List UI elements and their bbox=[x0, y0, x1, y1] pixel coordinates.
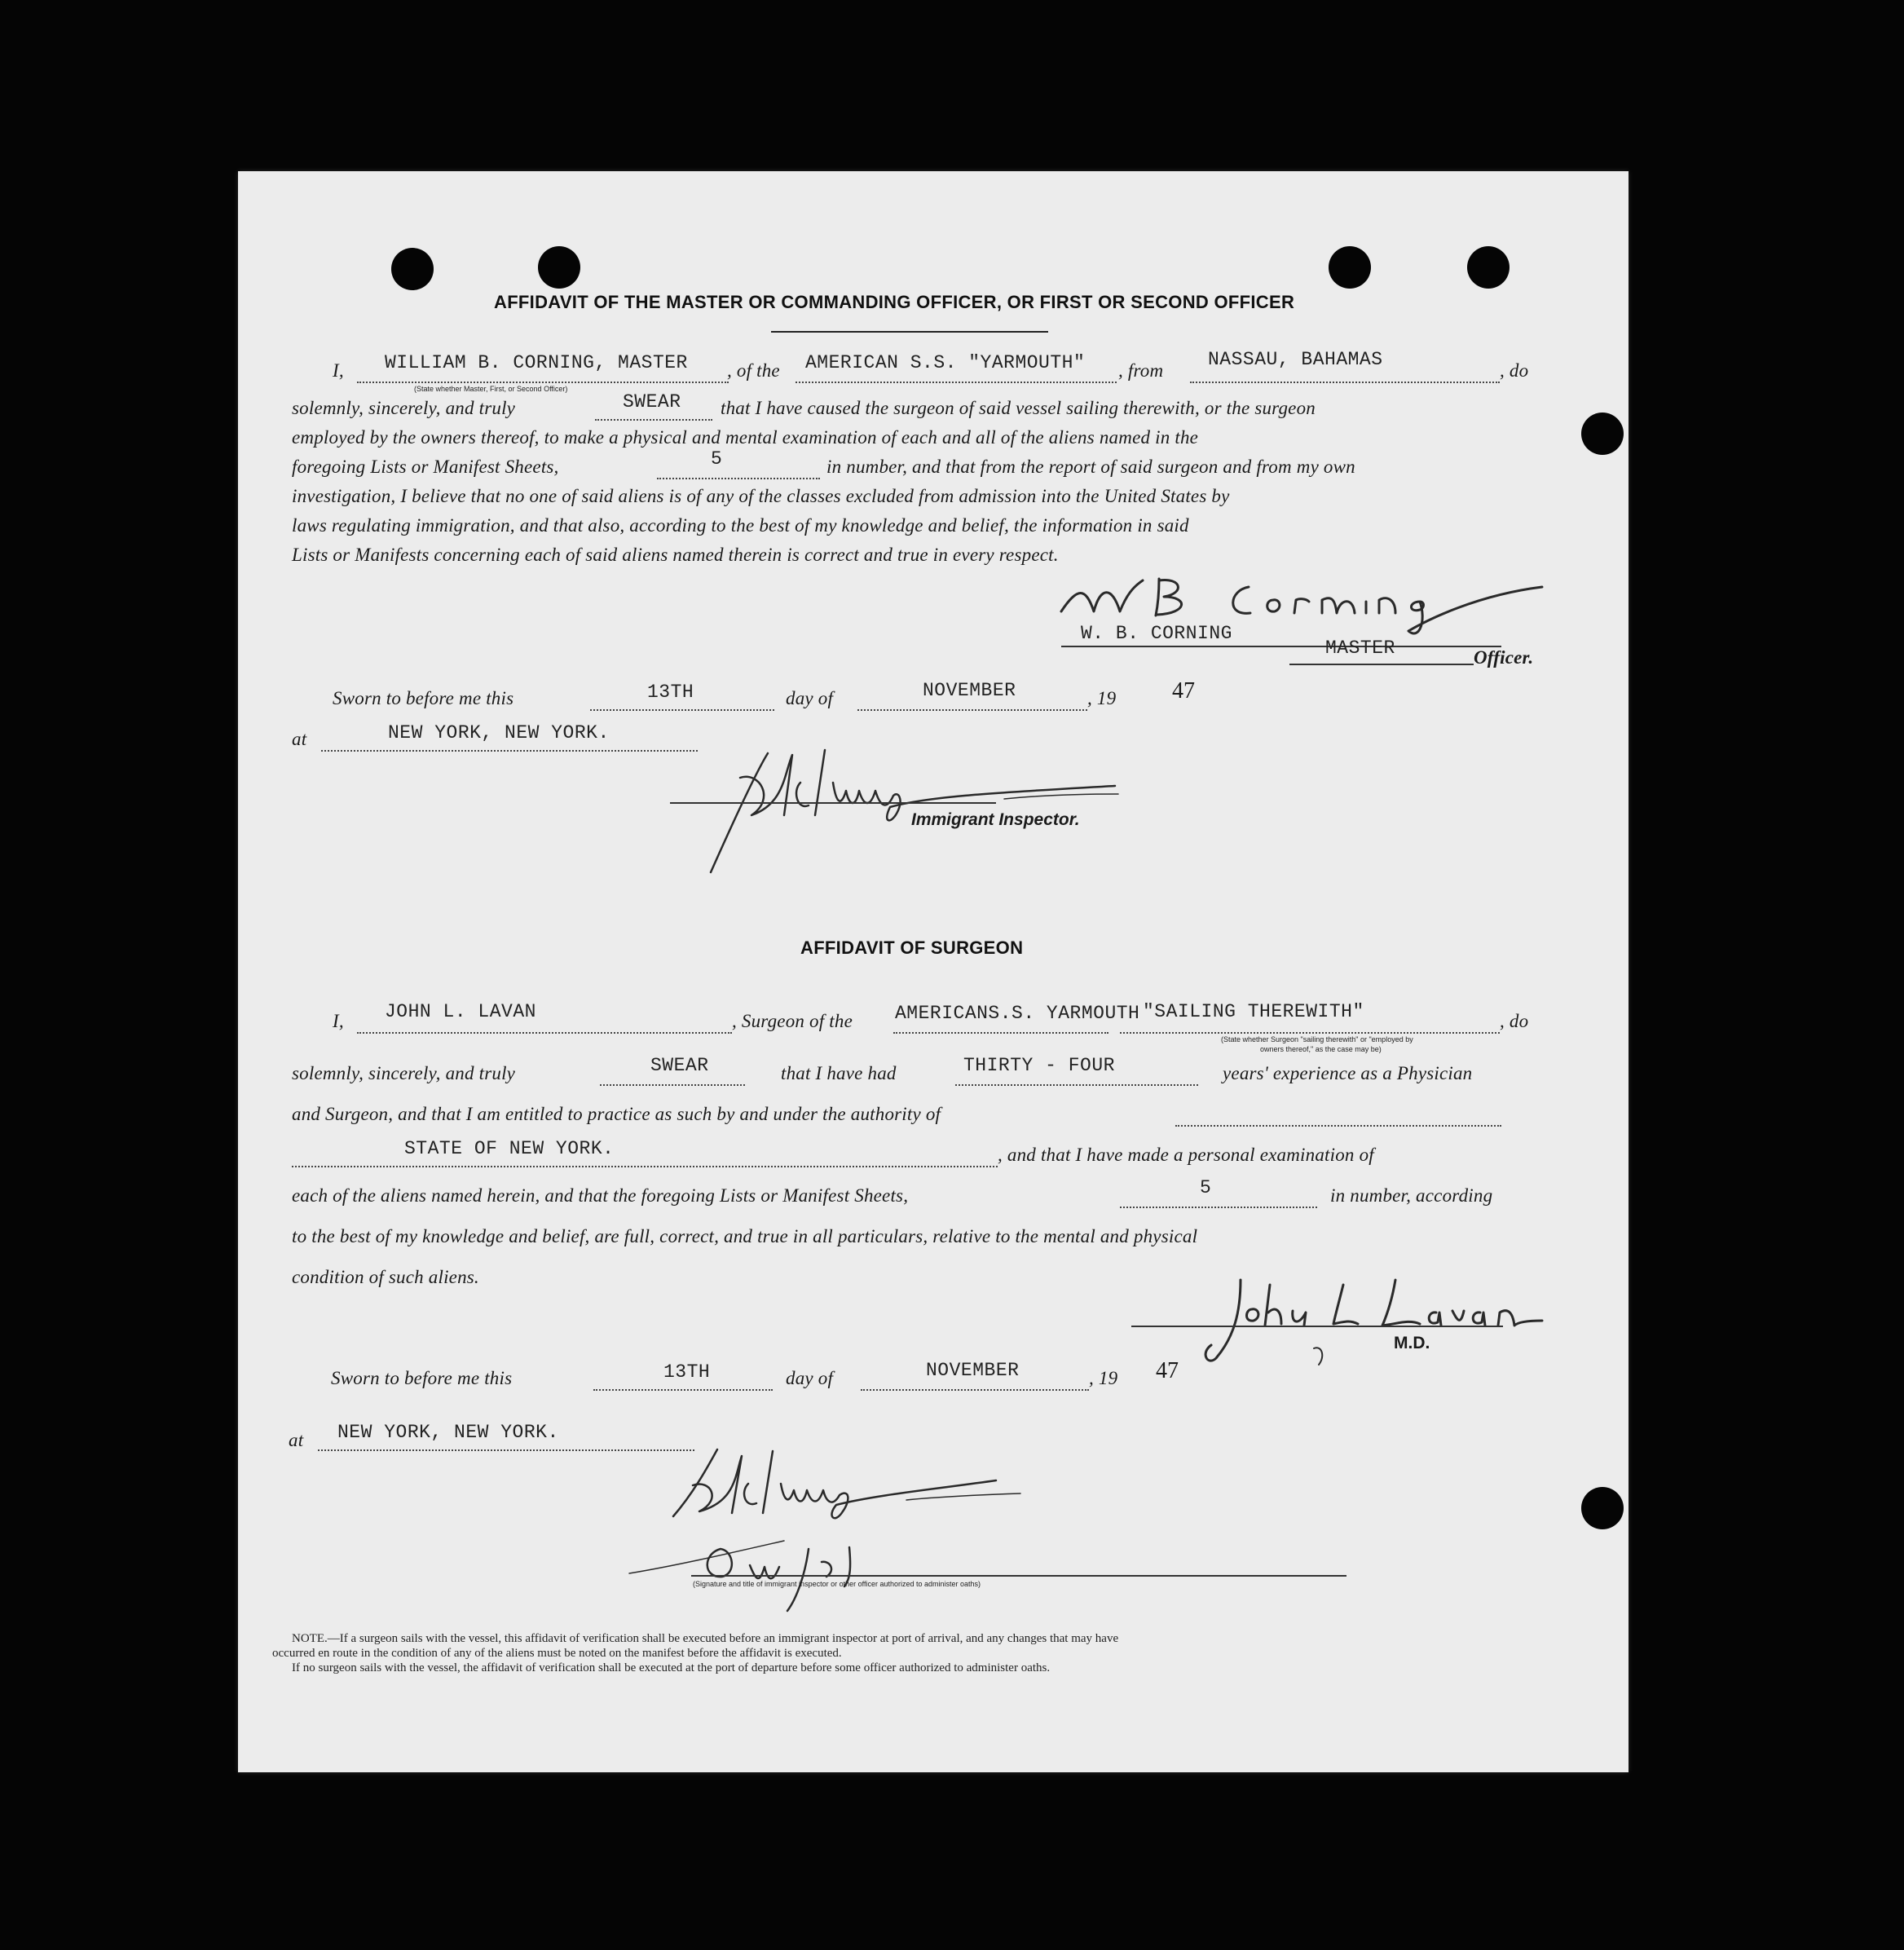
text: solemnly, sincerely, and truly bbox=[292, 398, 516, 418]
text: laws regulating immigration, and that also, according to the best of my knowledge and belief, the information in said bbox=[292, 515, 1189, 536]
surgeon-sworn-year-handwritten: 47 bbox=[1156, 1358, 1179, 1383]
port-field-line bbox=[1190, 382, 1500, 383]
officer-suffix: Officer. bbox=[1474, 647, 1534, 668]
surgeon-affidavit-heading: AFFIDAVIT OF SURGEON bbox=[800, 938, 1024, 958]
text: to the best of my knowledge and belief, are full, correct, and true in all particulars, relative to the mental and physical bbox=[292, 1226, 1198, 1246]
authority-field-line bbox=[292, 1166, 998, 1167]
text: , and that I have made a personal examination of bbox=[998, 1145, 1374, 1165]
text: at bbox=[292, 729, 307, 749]
oath-value: SWEAR bbox=[623, 391, 681, 412]
years-value: THIRTY - FOUR bbox=[963, 1055, 1115, 1076]
years-field-line bbox=[955, 1084, 1198, 1086]
surgeon-name-value: JOHN L. LAVAN bbox=[385, 1001, 536, 1022]
text: each of the aliens named herein, and that the foregoing Lists or Manifest Sheets, bbox=[292, 1185, 909, 1206]
sworn-month-value: NOVEMBER bbox=[923, 680, 1016, 701]
day-field-line bbox=[593, 1389, 773, 1391]
officer-name-field-line bbox=[357, 382, 729, 383]
text: in number, according bbox=[1330, 1185, 1493, 1206]
text: investigation, I believe that no one of said aliens is of any of the classes excluded from admission into the United States by bbox=[292, 486, 1230, 506]
text: and Surgeon, and that I am entitled to practice as such by and under the authority of bbox=[292, 1104, 941, 1124]
surgeon-name-field-line bbox=[357, 1032, 732, 1034]
text: , of the bbox=[727, 360, 780, 381]
inspector-line bbox=[670, 802, 996, 804]
text: Sworn to before me this bbox=[331, 1368, 513, 1388]
note-line: NOTE.—If a surgeon sails with the vessel, this affidavit of verification shall be executed before an immigrant inspector at port of arrival, and any changes that may have bbox=[292, 1632, 1119, 1645]
punch-hole bbox=[538, 246, 580, 289]
text: I, bbox=[333, 360, 344, 381]
vessel-field-line bbox=[796, 382, 1117, 383]
master-rank-typed: MASTER bbox=[1325, 638, 1395, 659]
master-signer-typed: W. B. CORNING bbox=[1081, 623, 1232, 644]
text: day of bbox=[786, 1368, 834, 1388]
at-place-value: NEW YORK, NEW YORK. bbox=[388, 722, 610, 743]
authority-field-line bbox=[1175, 1125, 1501, 1127]
text: I, bbox=[333, 1011, 344, 1031]
text: Sworn to before me this bbox=[333, 688, 514, 708]
punch-hole bbox=[391, 248, 434, 290]
surgeon-vessel-value: AMERICANS.S. YARMOUTH bbox=[895, 1003, 1140, 1024]
surgeon-oath-value: SWEAR bbox=[650, 1055, 709, 1076]
text: employed by the owners thereof, to make a physical and mental examination of each and all of the aliens named in the bbox=[292, 427, 1199, 448]
master-affidavit-heading: AFFIDAVIT OF THE MASTER OR COMMANDING OFFICER, OR FIRST OR SECOND OFFICER bbox=[494, 292, 1295, 312]
text: condition of such aliens. bbox=[292, 1267, 479, 1287]
surgeon-sworn-month: NOVEMBER bbox=[926, 1360, 1020, 1381]
text: at bbox=[289, 1430, 304, 1450]
text: , 19 bbox=[1087, 688, 1117, 708]
text: in number, and that from the report of said surgeon and from my own bbox=[826, 457, 1355, 477]
sworn-year-handwritten: 47 bbox=[1172, 678, 1195, 704]
surgeon-signature-line bbox=[1131, 1326, 1503, 1327]
text: foregoing Lists or Manifest Sheets, bbox=[292, 457, 559, 477]
vessel-value: AMERICAN S.S. "YARMOUTH" bbox=[805, 352, 1086, 373]
sworn-day-value: 13TH bbox=[647, 682, 694, 703]
punch-hole bbox=[1467, 246, 1510, 289]
text: , 19 bbox=[1089, 1368, 1118, 1388]
text: , do bbox=[1500, 360, 1529, 381]
port-from-value: NASSAU, BAHAMAS bbox=[1208, 349, 1383, 370]
md-label: M.D. bbox=[1394, 1334, 1430, 1352]
month-field-line bbox=[857, 709, 1087, 711]
text: , Surgeon of the bbox=[732, 1011, 853, 1031]
punch-hole bbox=[1329, 246, 1371, 289]
affidavit-page bbox=[238, 171, 1629, 1772]
surgeon-signature bbox=[1183, 1264, 1575, 1378]
sheets-field-line bbox=[1120, 1207, 1317, 1208]
signature-line bbox=[1061, 646, 1501, 647]
status-field-line bbox=[1120, 1032, 1500, 1034]
surgeon-at-place: NEW YORK, NEW YORK. bbox=[337, 1422, 559, 1443]
month-field-line bbox=[861, 1389, 1089, 1391]
authority-value: STATE OF NEW YORK. bbox=[404, 1138, 615, 1159]
sailing-status-value: "SAILING THEREWITH" bbox=[1143, 1001, 1364, 1022]
rank-line bbox=[1289, 664, 1474, 665]
text: that I have had bbox=[781, 1063, 897, 1083]
status-caption: (State whether Surgeon "sailing therewith" or "employed by bbox=[1221, 1035, 1413, 1043]
officer-line bbox=[691, 1575, 1346, 1577]
sheets-count-value: 5 bbox=[711, 448, 723, 470]
text: years' experience as a Physician bbox=[1223, 1063, 1473, 1083]
surgeon-sheets-value: 5 bbox=[1200, 1177, 1212, 1198]
officer-caption: (Signature and title of immigrant inspector or other officer authorized to administer oaths) bbox=[693, 1580, 981, 1588]
text: that I have caused the surgeon of said vessel sailing therewith, or the surgeon bbox=[721, 398, 1316, 418]
vessel-field-line bbox=[893, 1032, 1108, 1034]
oath-field-line bbox=[595, 419, 712, 421]
note-line: If no surgeon sails with the vessel, the affidavit of verification shall be executed at the port of departure before some officer authorized to administer oaths. bbox=[292, 1661, 1051, 1674]
inspector-label: Immigrant Inspector. bbox=[911, 810, 1080, 829]
text: day of bbox=[786, 688, 834, 708]
text: , from bbox=[1118, 360, 1164, 381]
punch-hole bbox=[1581, 412, 1624, 455]
heading-rule bbox=[771, 331, 1048, 333]
officer-name-value: WILLIAM B. CORNING, MASTER bbox=[385, 352, 688, 373]
place-field-line bbox=[321, 750, 698, 752]
sheets-field-line bbox=[657, 478, 820, 479]
text: , do bbox=[1500, 1011, 1529, 1031]
text: solemnly, sincerely, and truly bbox=[292, 1063, 516, 1083]
surgeon-sworn-day: 13TH bbox=[663, 1361, 711, 1383]
status-caption: owners thereof," as the case may be) bbox=[1260, 1045, 1382, 1053]
oath-field-line bbox=[600, 1084, 745, 1086]
officer-caption: (State whether Master, First, or Second Officer) bbox=[414, 385, 568, 393]
text: Lists or Manifests concerning each of said aliens named therein is correct and true in every respect. bbox=[292, 545, 1059, 565]
day-field-line bbox=[590, 709, 774, 711]
punch-hole bbox=[1581, 1487, 1624, 1529]
note-line: occurred en route in the condition of any of the aliens must be noted on the manifest before the affidavit is executed. bbox=[272, 1647, 842, 1660]
